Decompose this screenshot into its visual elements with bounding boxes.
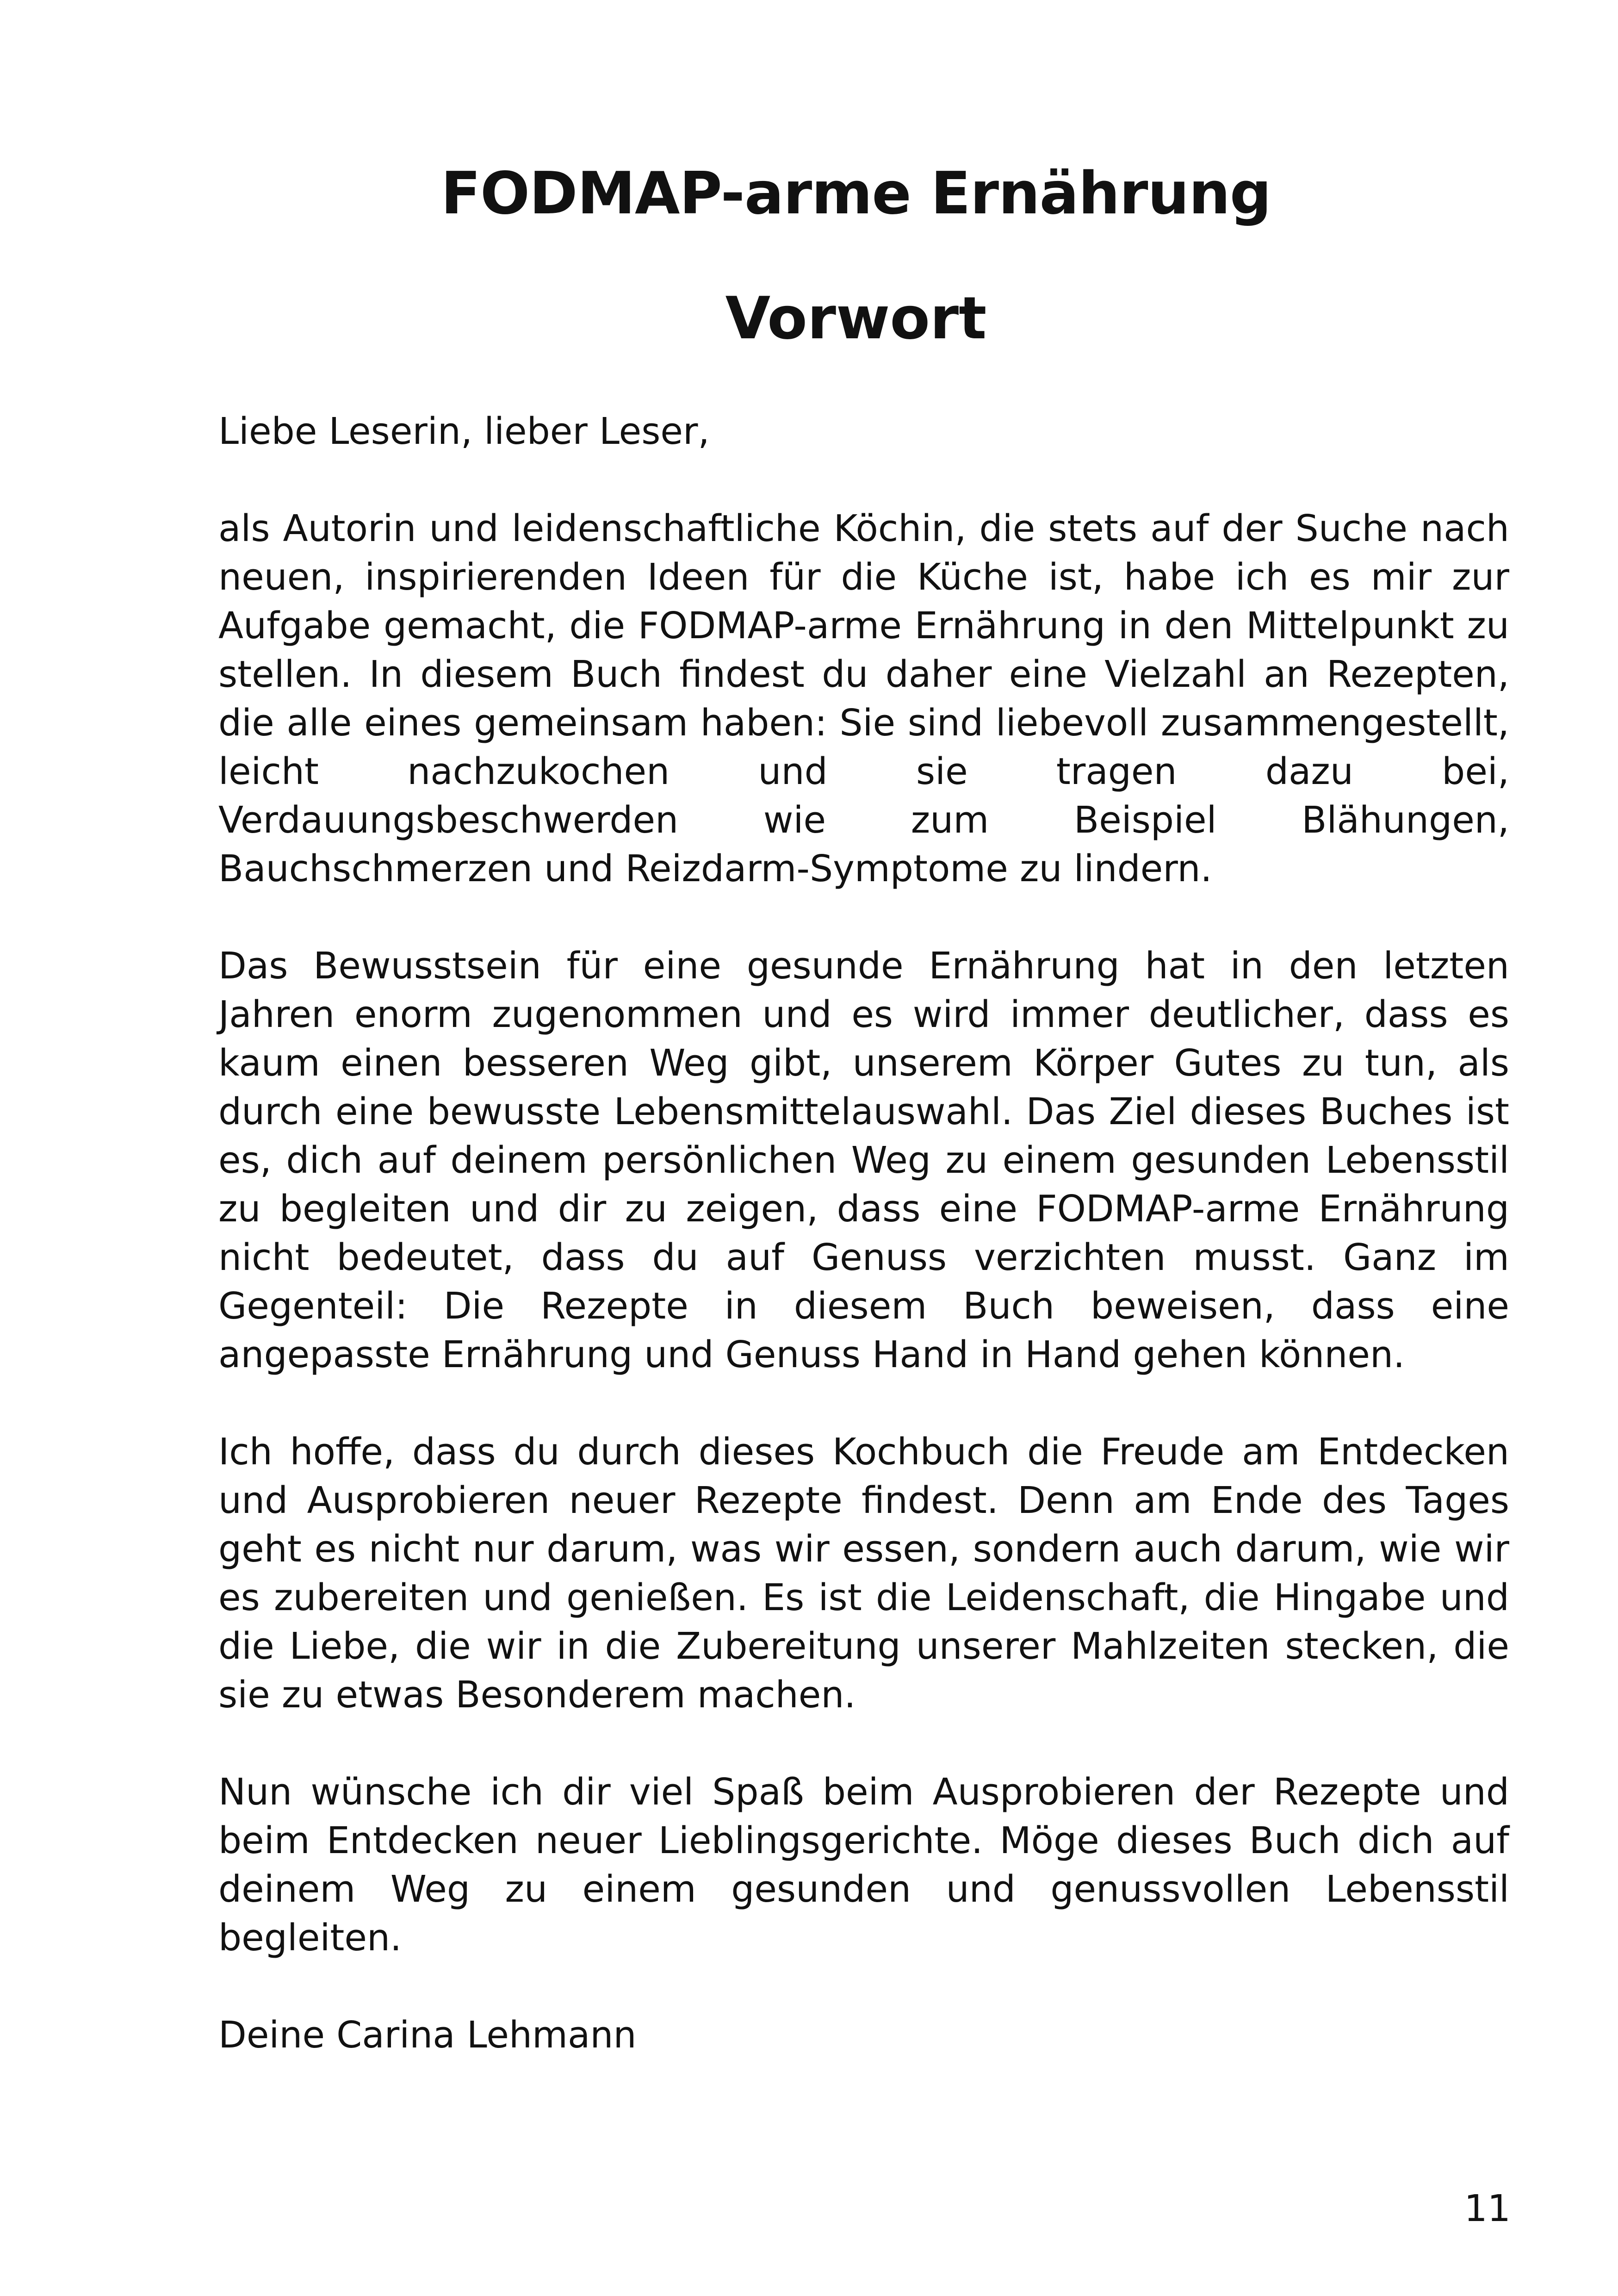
signature: Deine Carina Lehmann xyxy=(218,2014,637,2056)
paragraph-3: Ich hoffe, dass du durch dieses Kochbuch die Freude am Entdecken und Ausprobieren neuer Rezepte findest. Denn am Ende des Tages geht es nicht nur darum, was wir essen, sondern auch darum, wie wir es zubereiten und genießen. Es ist die Leidenschaft, die Hingabe und die Liebe, die wir in die Zubereitung unserer Mahlzeiten stecken, die sie zu etwas Besonderem machen. xyxy=(218,1431,1509,1716)
book-title: FODMAP-arme Ernährung xyxy=(440,159,1271,227)
paragraph-2: Das Bewusstsein für eine gesunde Ernährung hat in den letzten Jahren enorm zugenommen und es wird immer deutlicher, dass es kaum einen besseren Weg gibt, unserem Körper Gutes zu tun, als durch eine bewusste Lebensmittelauswahl. Das Ziel dieses Buches ist es, dich auf deinem persönlichen Weg zu einem gesunden Lebensstil zu begleiten und dir zu zeigen, dass eine FODMAP-arme Ernährung nicht bedeutet, dass du auf Genuss verzichten musst. Ganz im Gegenteil: Die Rezepte in diesem Buch beweisen, dass eine angepasste Ernährung und Genuss Hand in Hand gehen können. xyxy=(218,945,1509,1376)
salutation: Liebe Leserin, lieber Leser, xyxy=(218,410,710,453)
foreword-body xyxy=(218,407,1509,2060)
page-number: 11 xyxy=(1464,2187,1511,2230)
paragraph-1: als Autorin und leidenschaftliche Köchin, die stets auf der Suche nach neuen, inspirierenden Ideen für die Küche ist, habe ich es mir zur Aufgabe gemacht, die FODMAP-arme Ernährung in den Mittelpunkt zu stellen. In diesem Buch findest du daher eine Vielzahl an Rezepten, die alle eines gemeinsam haben: Sie sind liebevoll zusammengestellt, leicht nachzukochen und sie tragen dazu bei, Verdauungsbeschwerden wie zum Beispiel Blähungen, Bauchschmerzen und Reizdarm-Symptome zu lindern. xyxy=(218,507,1509,890)
chapter-title: Vorwort xyxy=(725,284,987,352)
paragraph-4: Nun wünsche ich dir viel Spaß beim Ausprobieren der Rezepte und beim Entdecken neuer Lieblingsgerichte. Möge dieses Buch dich auf deinem Weg zu einem gesunden und genussvollen Lebensstil begleiten. xyxy=(218,1771,1509,1959)
